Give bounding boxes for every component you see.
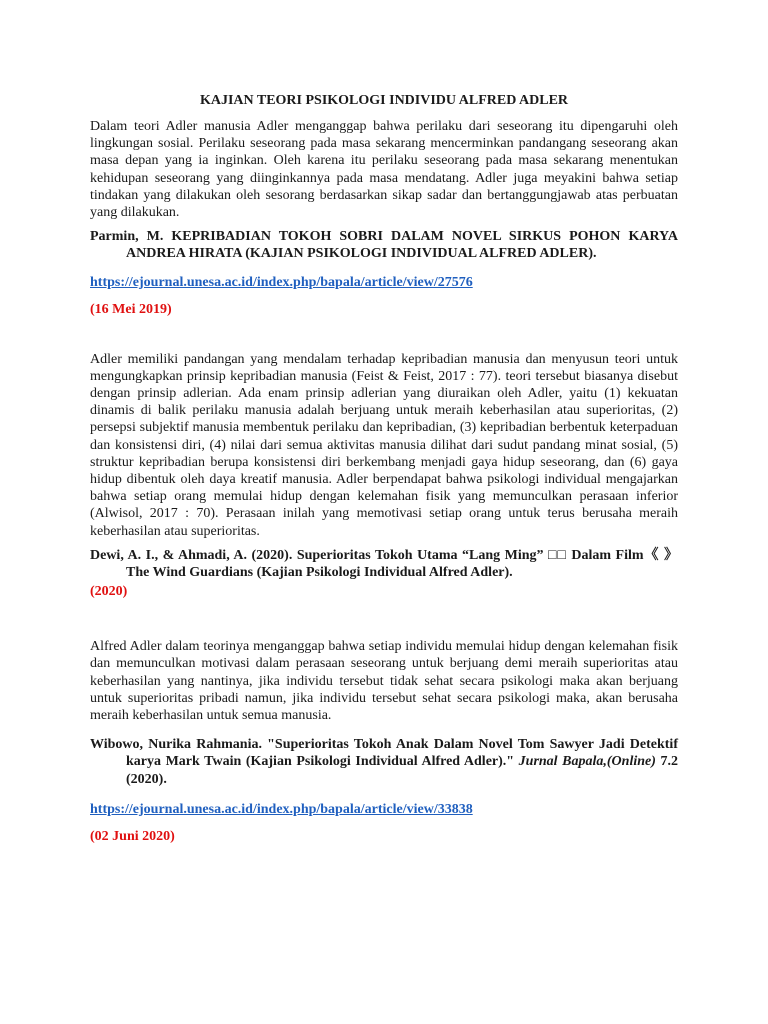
link-1-container [90, 273, 678, 291]
date-3: (02 Juni 2020) [90, 828, 175, 844]
paragraph-1: Dalam teori Adler manusia Adler menganggap bahwa perilaku dari seseorang itu dipengaruhi oleh lingkungan sosial. Perilaku seseorang pada masa sekarang mencerminkan pandangang seseorang akan masa depan yang ia inginkan. Oleh karena itu perilaku seseorang pada masa sekarang menentukan kehidupan seseorang yang diinginkannya pada masa mendatang. Adler juga meyakini bahwa setiap tindakan yang dilakukan oleh sesorang berdasarkan sikap sadar dan bertanggungjawab atas perbuatan yang dilakukan. [90, 119, 678, 221]
article-link-2[interactable]: https://ejournal.unesa.ac.id/index.php/bapala/article/view/33838 [90, 801, 473, 817]
paragraph-2: Adler memiliki pandangan yang mendalam terhadap kepribadian manusia dan menyusun teori untuk mengungkapkan prinsip kepribadian manusia (Feist & Feist, 2017 : 77). teori tersebut biasanya disebut dengan prinsip adlerian. Ada enam prinsip adlerian yang diuraikan oleh Adler, yaitu (1) kekuatan dinamis di balik perilaku manusia adalah berjuang untuk meraih keberhasilan atau superioritas, (2) persepsi subjektif manusia membentuk perilaku dan kepribadian, (3) kepribadian berbentuk keterpaduan dan konsistensi diri, (4) nilai dari semua aktivitas manusia dilihat dari sudut pandang minat sosial, (5) struktur kepribadian berupa konsistensi diri berkembang menjadi gaya hidup seseorang, dan (6) gaya hidup dibentuk oleh daya kreatif manusia. Adler berpendapat bahwa psikologi individual mengajarkan bahwa setiap orang memulai hidup dengan kelemahan fisik yang memunculkan perasaan inferior (Alwisol, 2017 : 70). Perasaan inilah yang memotivasi setiap orang untuk terus berusaha meraih keberhasilan atau superioritas. [90, 351, 678, 539]
paragraph-3: Alfred Adler dalam teorinya menganggap bahwa setiap individu memulai hidup dengan kelemahan fisik dan memunculkan motivasi dalam perasaan seseorang untuk berjuang demi meraih superioritas atau keberhasilan yang nantinya, jika individu tersebut tidak sehat secara psikologi maka akan berjuang untuk superioritas pribadi namun, jika individu tersebut sehat secara psikologi maka, akan berusaha meraih keberhasilan untuk semua manusia. [90, 639, 678, 724]
reference-3 [90, 736, 678, 788]
date-1: (16 Mei 2019) [90, 301, 172, 317]
reference-1: Parmin, M. KEPRIBADIAN TOKOH SOBRI DALAM NOVEL SIRKUS POHON KARYA ANDREA HIRATA (KAJIAN PSIKOLOGI INDIVIDUAL ALFRED ADLER). [90, 229, 678, 262]
reference-2: Dewi, A. I., & Ahmadi, A. (2020). Superioritas Tokoh Utama “Lang Ming” □□ Dalam Film《 》The Wind Guardians (Kajian Psikologi Individual Alfred Adler). [90, 547, 678, 581]
reference-3-tail: 7.2 (2020). [126, 754, 679, 787]
date-2: (2020) [90, 584, 128, 600]
reference-3-main: Wibowo, Nurika Rahmania. "Superioritas Tokoh Anak Dalam Novel Tom Sawyer Jadi Detektif karya Mark Twain (Kajian Psikologi Individual Alfred Adler)." [90, 737, 678, 770]
document-title: KAJIAN TEORI PSIKOLOGI INDIVIDU ALFRED ADLER [199, 93, 569, 108]
reference-3-journal: Jurnal Bapala,(Online) [518, 754, 656, 770]
document-page [90, 92, 678, 845]
link-2-container [90, 800, 678, 818]
article-link-1[interactable]: https://ejournal.unesa.ac.id/index.php/bapala/article/view/27576 [90, 274, 473, 290]
